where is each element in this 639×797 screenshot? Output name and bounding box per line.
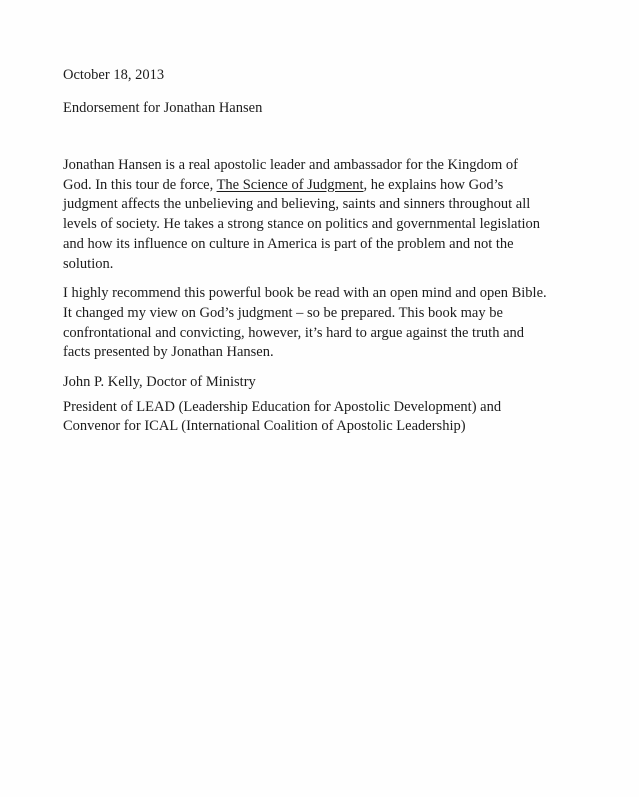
letter-date: October 18, 2013 <box>63 67 165 83</box>
signature-name-block <box>63 373 623 393</box>
paragraph-1-line-2 <box>63 176 623 196</box>
paragraph-1-line-5: and how its influence on culture in America is part of the problem and not the <box>63 235 514 252</box>
signature-title-line-2: Convenor for ICAL (International Coalition of Apostolic Leadership) <box>63 418 466 435</box>
paragraph-1-line-6: solution. <box>63 255 114 272</box>
paragraph-1-line-3: judgment affects the unbelieving and believing, saints and sinners throughout all <box>63 196 531 213</box>
paragraph-2-line-4: facts presented by Jonathan Hansen. <box>63 344 274 361</box>
endorsement-paragraph-2 <box>63 284 623 363</box>
paragraph-1-line-2-after: , he explains how God’s <box>363 176 504 193</box>
paragraph-2-line-3: confrontational and convicting, however, it’s hard to argue against the truth and <box>63 324 525 341</box>
letter-body <box>63 156 623 437</box>
paragraph-2-line-2: It changed my view on God’s judgment – so be prepared. This book may be <box>63 304 503 321</box>
signature-title-line-1: President of LEAD (Leadership Education for Apostolic Development) and <box>63 398 502 415</box>
letter-subject: Endorsement for Jonathan Hansen <box>63 100 263 116</box>
paragraph-1-line-1: Jonathan Hansen is a real apostolic leader and ambassador for the Kingdom of <box>63 157 518 173</box>
signature-name: John P. Kelly, Doctor of Ministry <box>63 374 256 391</box>
signature-title-block <box>63 398 623 437</box>
paragraph-1-line-2-before: God. In this tour de force, <box>63 176 217 193</box>
endorsement-paragraph-1 <box>63 156 623 274</box>
paragraph-2-line-1: I highly recommend this powerful book be read with an open mind and open Bible. <box>63 285 547 302</box>
book-title: The Science of Judgment <box>216 176 364 193</box>
paragraph-1-line-4: levels of society. He takes a strong stance on politics and governmental legislation <box>63 216 541 233</box>
